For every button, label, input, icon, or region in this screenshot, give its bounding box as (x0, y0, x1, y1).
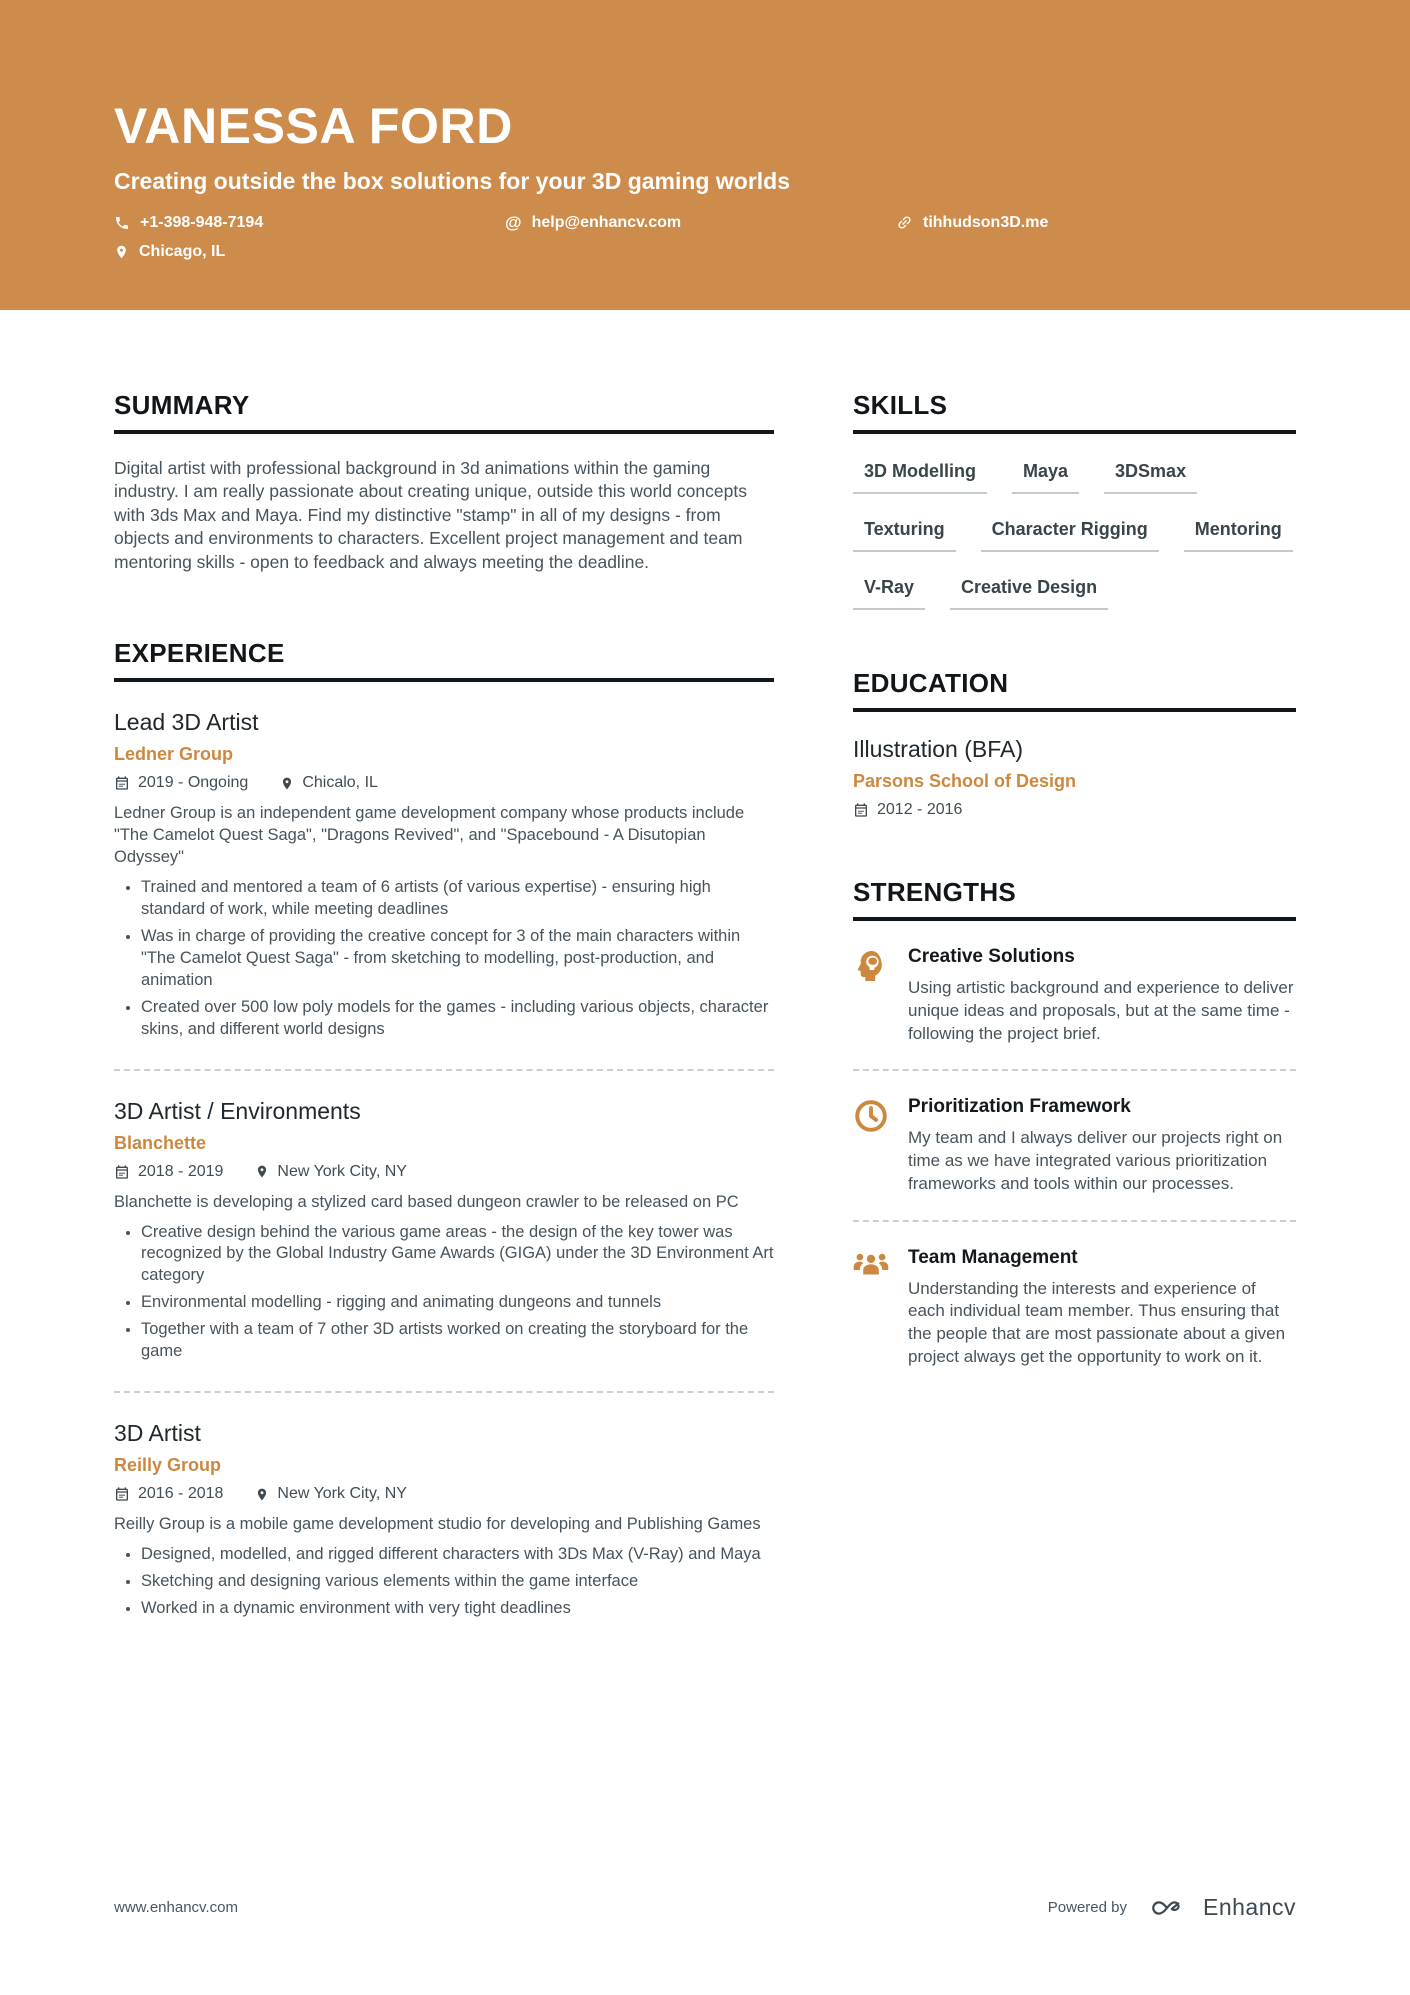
skill-item: 3D Modelling (853, 461, 987, 494)
location-text: Chicago, IL (139, 242, 226, 260)
job-entry (114, 1420, 774, 1620)
job-meta (114, 1485, 774, 1503)
job-meta (114, 1163, 774, 1181)
website-contact[interactable] (896, 214, 1287, 232)
tagline: Creating outside the box solutions for your 3D gaming worlds (114, 167, 790, 194)
job-dates (114, 1163, 223, 1181)
skill-item: Character Rigging (981, 519, 1159, 552)
job-location (280, 774, 378, 792)
strength-text: Understanding the interests and experience of each individual team member. Thus ensuring that the people that are most passionate about a given project always get the opportunity to work on it. (908, 1278, 1286, 1366)
team-icon (853, 1249, 889, 1285)
job-entry (114, 1098, 774, 1364)
skill-item: Maya (1012, 461, 1079, 494)
skill-item: Creative Design (950, 577, 1108, 610)
at-icon: @ (505, 213, 522, 232)
summary-section (114, 390, 774, 574)
job-bullet-list (114, 1222, 774, 1364)
job-bullet: • Environmental modelling - rigging and animating dungeons and tunnels (141, 1292, 774, 1314)
contact-row (114, 214, 1296, 261)
strength-icon-wrap (853, 1096, 891, 1195)
clock-icon (853, 1098, 889, 1134)
calendar-icon (114, 775, 130, 791)
summary-text: Digital artist with professional background in 3d animations within the gaming industry. I am really passionate about creating unique, outside this world concepts with 3ds Max and Maya. Find my distinctive "stamp" in all of my designs - from objects and environments to characters. Excellent project management and team mentoring skills - open to feedback and always meeting the deadline. (114, 458, 747, 572)
job-bullet: • Was in charge of providing the creative concept for 3 of the main characters within "The Camelot Quest Saga" - from sketching to modelling, post-production, and animation (141, 926, 774, 992)
job-company: Ledner Group (114, 744, 234, 765)
powered-by-label: Powered by (1047, 1899, 1127, 1916)
strength-text: My team and I always deliver our projects right on time as we have integrated various prioritization frameworks and tools within our processes. (908, 1128, 1283, 1193)
strength-icon-wrap (853, 946, 891, 1045)
main-content (0, 310, 1410, 1625)
strength-body (908, 946, 1296, 1045)
job-bullet: • Designed, modelled, and rigged different characters with 3Ds Max (V-Ray) and Maya (141, 1544, 774, 1566)
strength-item (853, 1220, 1296, 1393)
job-company: Blanchette (114, 1132, 207, 1153)
job-location-text: New York City, NY (277, 1485, 407, 1503)
strength-title: Prioritization Framework (908, 1096, 1131, 1118)
right-column (853, 390, 1296, 1625)
job-dates-text: 2018 - 2019 (138, 1162, 224, 1180)
job-role: 3D Artist (114, 1420, 201, 1447)
enhancv-wordmark: Enhancv (1202, 1894, 1296, 1920)
left-column (114, 390, 774, 1625)
education-dates (853, 801, 1296, 819)
education-dates-item (853, 801, 962, 819)
education-school: Parsons School of Design (853, 771, 1077, 791)
footer (114, 1894, 1296, 1921)
website-url: tihhudson3D.me (923, 213, 1049, 231)
skills-heading: SKILLS (853, 390, 1296, 434)
job-bullet: • Sketching and designing various elements within the game interface (141, 1571, 774, 1593)
strength-item (853, 1069, 1296, 1219)
job-company: Reilly Group (114, 1455, 222, 1476)
job-location-text: New York City, NY (277, 1162, 407, 1180)
job-meta (114, 774, 774, 792)
job-entry (114, 709, 774, 1040)
skill-item: Mentoring (1184, 519, 1293, 552)
job-location (255, 1485, 407, 1503)
experience-section (114, 638, 774, 1620)
location-pin-icon (255, 1487, 269, 1502)
job-location (255, 1163, 407, 1181)
strength-body (908, 1096, 1296, 1195)
location-pin-icon (280, 776, 294, 791)
calendar-icon (114, 1486, 130, 1502)
calendar-icon (853, 802, 869, 818)
phone-icon (114, 215, 130, 231)
job-bullet-list (114, 877, 774, 1041)
calendar-icon (114, 1164, 130, 1180)
skill-item: V-Ray (853, 577, 925, 610)
footer-brand-link[interactable] (1048, 1894, 1296, 1921)
job-description: Blanchette is developing a stylized card based dungeon crawler to be released on PC (114, 1192, 739, 1211)
location-icon (114, 244, 129, 260)
head-brain-icon (853, 948, 889, 984)
enhancv-logo-icon (1145, 1897, 1189, 1919)
strengths-heading: STRENGTHS (853, 877, 1296, 921)
email-address: help@enhancv.com (531, 213, 682, 231)
job-bullet: • Together with a team of 7 other 3D artists worked on creating the storyboard for the game (141, 1319, 774, 1363)
strength-body (908, 1247, 1296, 1369)
job-description: Reilly Group is a mobile game development studio for developing and Publishing Games (114, 1515, 761, 1534)
education-dates-text: 2012 - 2016 (877, 801, 963, 818)
strength-title: Creative Solutions (908, 946, 1075, 967)
job-dates-text: 2016 - 2018 (138, 1485, 224, 1503)
experience-heading: EXPERIENCE (114, 638, 774, 682)
job-description: Ledner Group is an independent game development company whose products include "The Camelot Quest Saga", "Dragons Revived", and "Spacebound - A Disutopian Odyssey" (114, 804, 745, 867)
location-contact (114, 243, 505, 261)
education-heading: EDUCATION (853, 668, 1296, 712)
job-role: 3D Artist / Environments (114, 1097, 361, 1124)
education-degree: Illustration (BFA) (853, 736, 1023, 762)
job-dates-text: 2019 - Ongoing (138, 774, 249, 792)
job-dates (114, 1485, 223, 1503)
footer-site-link[interactable]: www.enhancv.com (114, 1899, 238, 1916)
job-divider (114, 1391, 774, 1393)
job-bullet: • Worked in a dynamic environment with very tight deadlines (141, 1598, 774, 1620)
education-section (853, 668, 1296, 819)
skill-item: Texturing (853, 519, 956, 552)
job-bullet: • Trained and mentored a team of 6 artists (of various expertise) - ensuring high standard of work, while meeting deadlines (141, 877, 774, 921)
phone-contact[interactable] (114, 214, 505, 232)
link-icon (896, 214, 913, 231)
skill-item: 3DSmax (1104, 461, 1197, 494)
job-role: Lead 3D Artist (114, 709, 259, 736)
phone-number: +1-398-948-7194 (140, 213, 264, 231)
skills-section (853, 390, 1296, 610)
location-pin-icon (255, 1164, 269, 1179)
job-location-text: Chicalo, IL (302, 774, 378, 792)
strength-item (853, 921, 1296, 1069)
job-bullet: • Created over 500 low poly models for the games - including various objects, character skins, and different world designs (141, 997, 774, 1041)
job-divider (114, 1069, 774, 1071)
job-bullet: • Creative design behind the various game areas - the design of the key tower was recognized by the Global Industry Game Awards (GIGA) under the 3D Environment Art category (141, 1222, 774, 1288)
header-banner (0, 0, 1410, 310)
strength-text: Using artistic background and experience to deliver unique ideas and proposals, but at the same time - following the project brief. (908, 978, 1294, 1043)
job-dates (114, 774, 248, 792)
strength-icon-wrap (853, 1247, 891, 1369)
skills-list (853, 461, 1296, 610)
job-bullet-list (114, 1544, 774, 1620)
person-name: VANESSA FORD (114, 98, 513, 154)
email-contact[interactable] (505, 214, 896, 232)
strengths-section (853, 877, 1296, 1393)
strength-title: Team Management (908, 1246, 1078, 1268)
summary-heading: SUMMARY (114, 390, 774, 434)
